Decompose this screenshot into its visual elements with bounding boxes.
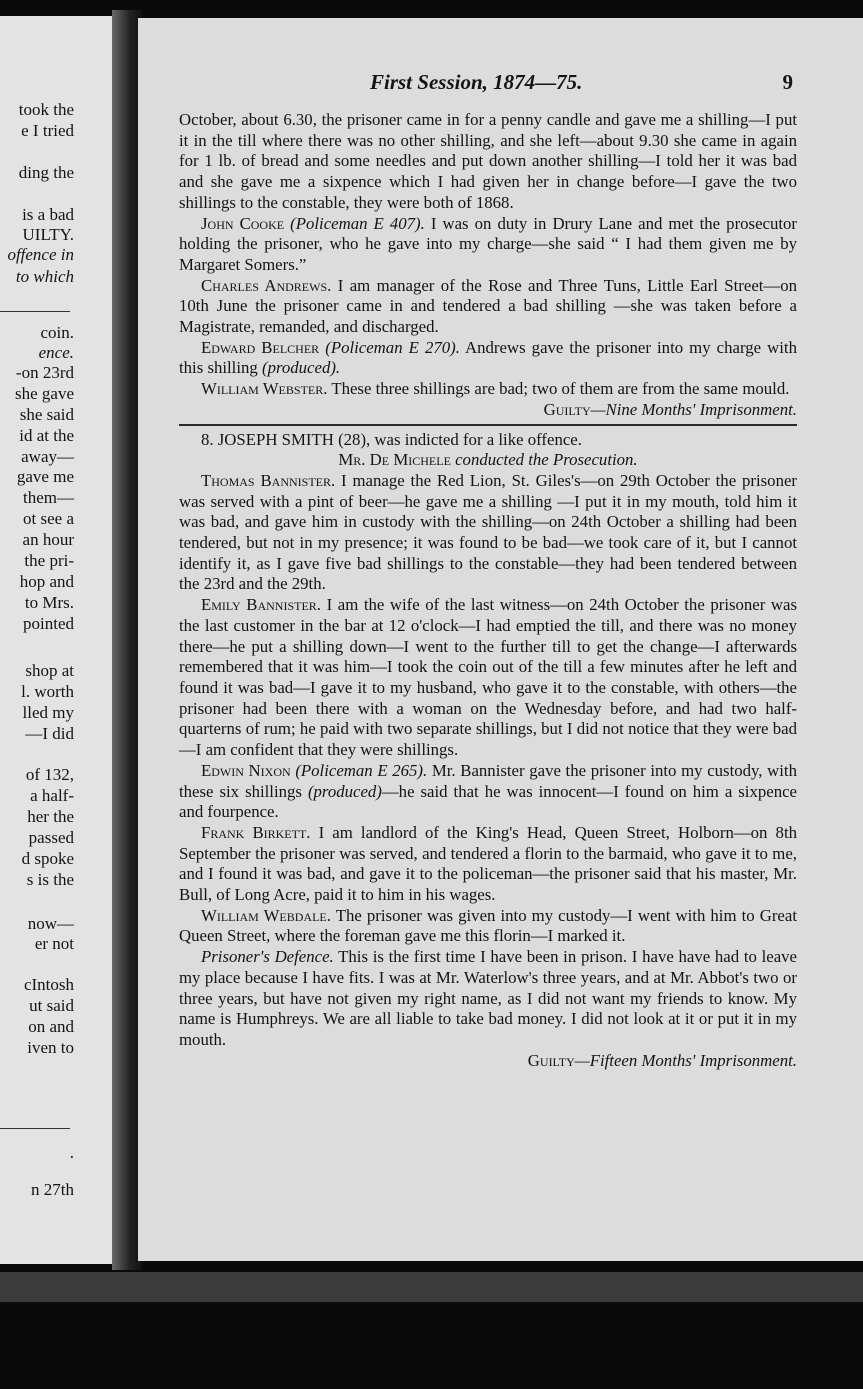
prosecutor-name: Mr. De Michele: [338, 450, 451, 470]
case2-verdict: [179, 1051, 797, 1072]
left-page-line: away—: [21, 447, 74, 466]
left-page-line: took the: [18, 100, 74, 119]
defence-label: Prisoner's Defence.: [201, 947, 334, 967]
produced-note: (produced).: [262, 358, 341, 378]
witness-testimony: [179, 276, 797, 338]
left-page-line: the pri-: [24, 551, 74, 570]
scan-bottom-band: [0, 1272, 863, 1302]
left-page-line: them—: [23, 488, 74, 507]
witness-testimony: [179, 338, 797, 379]
left-page-line: hop and: [19, 572, 74, 591]
left-page-line: shop at: [25, 661, 74, 680]
left-page-line: on and: [28, 1017, 74, 1036]
left-page-line: gave me: [16, 467, 74, 486]
left-page-line: to which: [15, 267, 74, 286]
left-page-line: .: [69, 1143, 74, 1162]
page-number: 9: [782, 70, 793, 94]
case2-heading: 8. JOSEPH SMITH (28), was indicted for a like offence.: [201, 429, 582, 449]
left-page-line: a half-: [30, 786, 74, 805]
right-page: [138, 18, 863, 1261]
left-page-line: offence in: [7, 245, 74, 264]
left-page-line: is a bad: [22, 205, 74, 224]
case1-continued-testimony: October, about 6.30, the prisoner came in for a penny candle and gave me a shilling—I put it in the till where there was no other shilling, and she left—about 9.30 she came in again for 1 lb. of bread and some needles and put down another shilling—I told her it was bad and she gave me a sixpence which I had given her in change before—I gave the two shillings to the constable, they were both of 1868.: [179, 110, 797, 212]
witness-name: Emily Bannister.: [201, 595, 322, 615]
testimony-text: Mr. Bannister gave the prisoner into my custody, with these six shillings: [179, 760, 797, 801]
witness-name: John Cooke: [201, 213, 285, 233]
witness-name: William Webdale.: [201, 905, 331, 925]
left-page-line: ding the: [18, 163, 74, 182]
witness-testimony: [179, 379, 797, 400]
testimony-text: I manage the Red Lion, St. Giles's—on 29th October the prisoner was served with a pint of beer—he gave me a shilling —I put it in my mouth, told him it was bad, and gave him in custody with the shilling—on 24th October a shilling had been tendered, but not in my presence; it was found to be bad—we took care of it, but I cannot identify it, as I gave five bad shillings to the constable—they had been tendered between the 23rd and the 29th.: [179, 470, 797, 594]
produced-note: (produced): [307, 781, 382, 801]
left-page-line: coin.: [40, 323, 74, 342]
verdict-label: Guilty: [543, 399, 591, 419]
left-page-line: er not: [34, 934, 74, 953]
witness-role: (Policeman E 407).: [290, 213, 425, 233]
left-page-line: —I did: [25, 724, 74, 743]
left-page-line: an hour: [22, 530, 74, 549]
testimony-text: I am the wife of the last witness—on 24th October the prisoner was the last customer in the bar at 12 o'clock—I had emptied the till, and there was no money there—he put a shilling down—I went to the further till to get the change—I afterwards remembered that it was him—I took the coin out of the till a few minutes after he left and found it was bad—I gave it to my husband, who gave it to the constable, with others—the prisoner had been there with a woman on the Wednesday before, and had two half-quarterns of rum; he paid with two separate shillings, but I did not notice that they were bad—I am confident that they were shillings.: [179, 595, 797, 760]
left-page-line: she gave: [14, 384, 74, 403]
left-page-line: of 132,: [25, 765, 74, 784]
left-page-line: n 27th: [31, 1180, 74, 1199]
testimony-text: The prisoner was given into my custody—I went with him to Great Queen Street, where the foreman gave me this florin—I marked it.: [179, 905, 797, 946]
left-page-line: ut said: [29, 996, 74, 1015]
testimony-text: Andrews gave the prisoner into my charge with this shilling: [179, 337, 797, 378]
left-page-line: iven to: [27, 1038, 74, 1057]
testimony-text: I am manager of the Rose and Three Tuns, Little Earl Street—on 10th June the prisoner came in and tendered a bad shilling —she was taken before a Magistrate, remanded, and discharged.: [179, 275, 797, 337]
witness-role: (Policeman E 265).: [295, 760, 428, 780]
left-page-line: s is the: [26, 870, 74, 889]
verdict-label: Guilty: [527, 1050, 575, 1070]
witness-name: Edwin Nixon: [201, 760, 291, 780]
left-page-line: -on 23rd: [15, 363, 74, 382]
witness-testimony: [179, 906, 797, 947]
witness-testimony: [179, 471, 797, 595]
left-page-line: lled my: [22, 703, 74, 722]
left-page-line: l. worth: [21, 682, 74, 701]
left-page-line: d spoke: [21, 849, 74, 868]
running-title: First Session, 1874—75.: [370, 70, 583, 94]
witness-testimony: [179, 761, 797, 823]
witness-name: Charles Andrews.: [201, 275, 332, 295]
witness-role: (Policeman E 270).: [325, 337, 460, 357]
verdict-text: —Nine Months' Imprisonment.: [590, 399, 797, 419]
left-page-rule: [0, 311, 70, 312]
left-page-line: pointed: [23, 614, 74, 633]
left-page-line: ot see a: [23, 509, 74, 528]
witness-name: Edward Belcher: [201, 337, 320, 357]
verdict-text: —Fifteen Months' Imprisonment.: [574, 1050, 797, 1070]
left-page-line: cIntosh: [23, 975, 74, 994]
witness-name: Frank Birkett.: [201, 822, 311, 842]
case-divider: [179, 424, 797, 426]
left-page-line: her the: [27, 807, 74, 826]
left-page-rule: [0, 1128, 70, 1129]
testimony-text: I was on duty in Drury Lane and met the prosecutor holding the prisoner, who he gave into my charge—she said “ I had them given me by Margaret Somers.”: [179, 213, 798, 274]
left-page-line: she said: [19, 405, 74, 424]
witness-testimony: [179, 823, 797, 906]
left-page-line: to Mrs.: [24, 593, 74, 612]
testimony-text: I am landlord of the King's Head, Queen Street, Holborn—on 8th September the prisoner was served, and tendered a florin to the barmaid, who gave it to me, and I found it was bad, and gave it to the policeman—the prisoner said that his master, Mr. Bull, of Long Acre, paid it to him in his wages.: [179, 822, 798, 905]
prisoner-defence: [179, 947, 797, 1051]
witness-name: Thomas Bannister.: [201, 470, 336, 490]
prosecution-line: [179, 450, 797, 471]
witness-testimony: [179, 595, 797, 761]
left-page-line: now—: [27, 914, 74, 933]
testimony-text: —he said that he was innocent—I found on him a sixpence and fourpence.: [179, 781, 797, 822]
left-page-line: UILTY.: [22, 225, 74, 244]
case1-verdict: [179, 400, 797, 421]
page-body: [179, 110, 797, 1071]
testimony-text: These three shillings are bad; two of them are from the same mould.: [327, 379, 790, 399]
witness-testimony: [179, 214, 797, 276]
left-page-line: id at the: [19, 426, 74, 445]
prosecution-text: conducted the Prosecution.: [450, 450, 638, 470]
left-page-line: ence.: [38, 343, 74, 362]
left-page-line: e I tried: [21, 121, 74, 140]
defence-text: This is the first time I have been in prison. I have have had to leave my place because I have fits. I was at Mr. Waterlow's three years, and at Mr. Abbot's two or three years, but have not given my right name, as I did not want my friends to know. My name is Humphreys. We are all liable to take bad money. I did not look at it or put it in my mouth.: [179, 947, 797, 1049]
left-page-line: passed: [28, 828, 74, 847]
witness-name: William Webster.: [201, 379, 328, 399]
left-page-fragment: [0, 16, 118, 1264]
